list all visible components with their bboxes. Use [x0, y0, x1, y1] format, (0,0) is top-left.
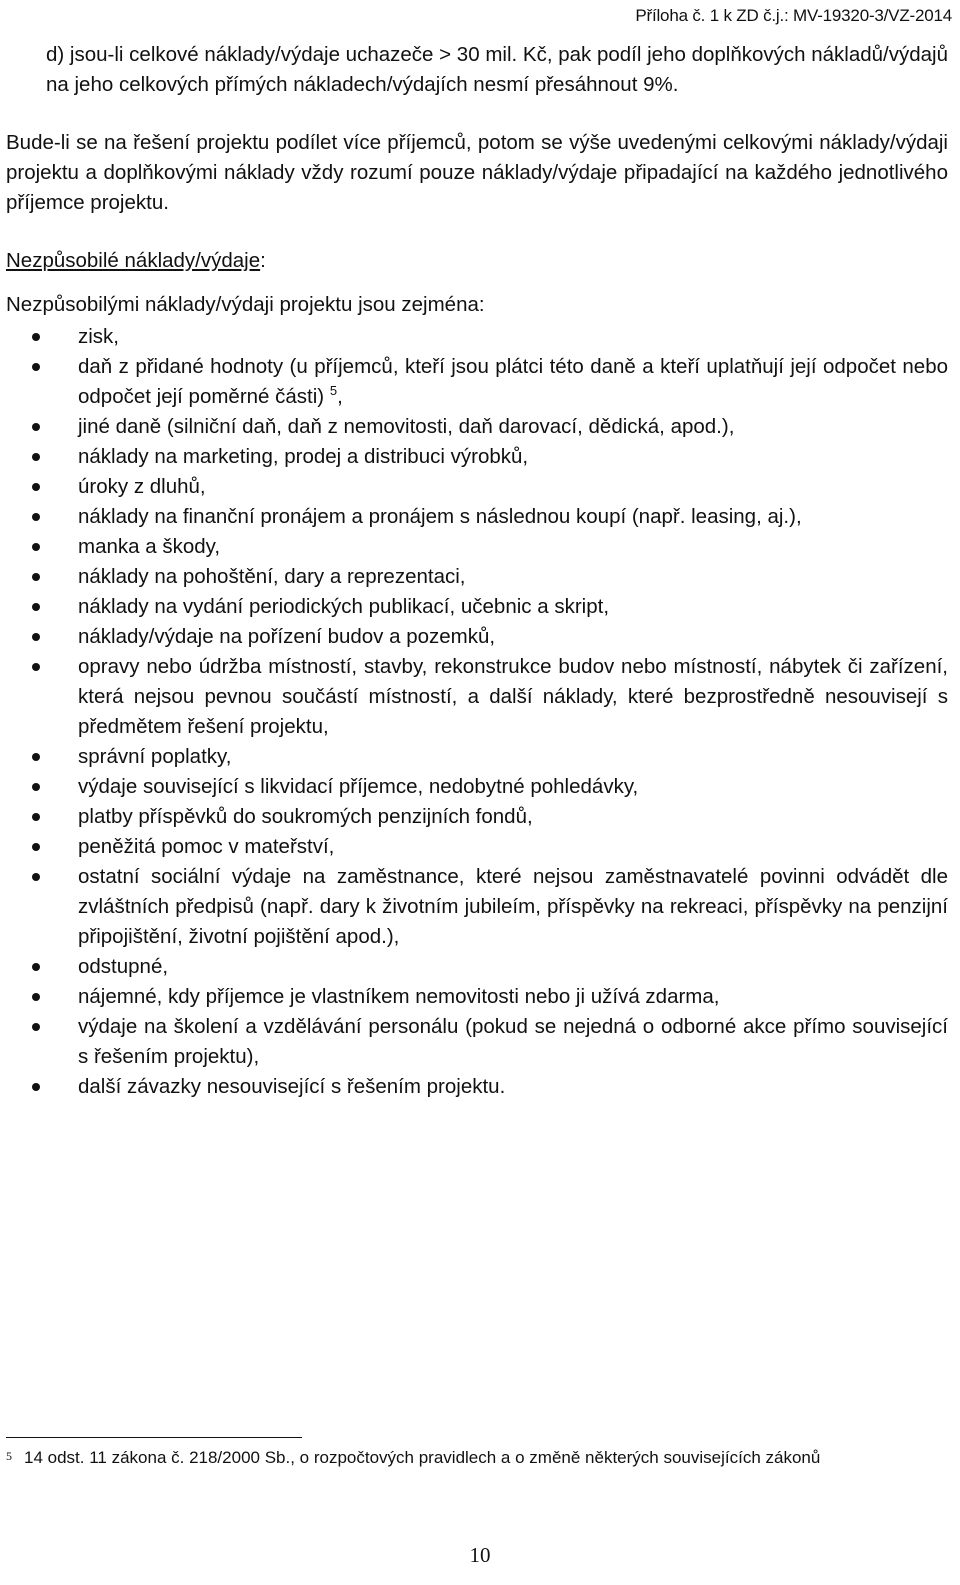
list-item — [6, 862, 948, 952]
bullet-icon — [32, 633, 40, 641]
section-title-colon: : — [260, 249, 266, 272]
bullet-icon — [32, 1023, 40, 1031]
footnote-reference: 5 — [329, 383, 338, 398]
list-item — [6, 532, 948, 562]
list-item-text: opravy nebo údržba místností, stavby, rekonstrukce budov nebo místností, nábytek či zařízení, která nejsou pevnou součástí místností, a další náklady, které bezprostředně nesouvisejí s předmětem řešení projektu, — [78, 655, 948, 738]
item-d-paragraph: d) jsou-li celkové náklady/výdaje uchazeče > 30 mil. Kč, pak podíl jeho doplňkových nákladů/výdajů na jeho celkových přímých nákladech/výdajích nesmí přesáhnout 9%. — [46, 43, 948, 96]
list-item-text: výdaje související s likvidací příjemce, nedobytné pohledávky, — [78, 775, 639, 798]
list-item — [6, 352, 948, 412]
bullet-icon — [32, 363, 40, 371]
list-item-text: náklady na pohoštění, dary a reprezentaci, — [78, 565, 466, 588]
bullet-icon — [32, 513, 40, 521]
list-item-text: náklady na finanční pronájem a pronájem s následnou koupí (např. leasing, aj.), — [78, 505, 802, 528]
document-body — [6, 40, 948, 1102]
document-reference-header: Příloha č. 1 k ZD č.j.: MV-19320-3/VZ-2014 — [635, 6, 952, 25]
bullet-icon — [32, 843, 40, 851]
list-item — [6, 592, 948, 622]
section-heading — [6, 246, 948, 276]
list-item — [6, 622, 948, 652]
paragraph-spacer — [6, 218, 948, 246]
paragraph-spacer — [6, 100, 948, 128]
list-item — [6, 472, 948, 502]
bullet-icon — [32, 483, 40, 491]
list-item-text: jiné daně (silniční daň, daň z nemovitosti, daň darovací, dědická, apod.), — [78, 415, 735, 438]
list-item-text: odstupné, — [78, 955, 169, 978]
footnote — [6, 1444, 936, 1472]
page-number: 10 — [469, 1543, 491, 1567]
section-title: Nezpůsobilé náklady/výdaje — [6, 249, 261, 272]
list-item-text: výdaje na školení a vzdělávání personálu (pokud se nejedná o odborné akce přímo související s řešením projektu), — [78, 1015, 948, 1068]
bullet-icon — [32, 663, 40, 671]
list-item-text: náklady na vydání periodických publikací, učebnic a skript, — [78, 595, 610, 618]
list-item — [6, 952, 948, 982]
list-item — [6, 982, 948, 1012]
footnote-mark: 5 — [6, 1449, 12, 1463]
list-item — [6, 1072, 948, 1102]
ineligible-costs-list — [6, 322, 948, 1102]
bullet-icon — [32, 993, 40, 1001]
list-item-text: platby příspěvků do soukromých penzijních fondů, — [78, 805, 533, 828]
footnote-text: 14 odst. 11 zákona č. 218/2000 Sb., o rozpočtových pravidlech a o změně některých souvisejících zákonů — [24, 1448, 821, 1467]
list-item — [6, 1012, 948, 1072]
bullet-icon — [32, 453, 40, 461]
bullet-icon — [32, 963, 40, 971]
bullet-icon — [32, 543, 40, 551]
bullet-icon — [32, 873, 40, 881]
bullet-icon — [32, 423, 40, 431]
list-item — [6, 562, 948, 592]
bullet-icon — [32, 333, 40, 341]
bullet-icon — [32, 603, 40, 611]
list-item — [6, 802, 948, 832]
multi-recipient-paragraph: Bude-li se na řešení projektu podílet více příjemců, potom se výše uvedenými celkovými náklady/výdaji projektu a doplňkovými náklady vždy rozumí pouze náklady/výdaje připadající na každého jednotlivého příjemce projektu. — [6, 131, 948, 214]
footnote-separator — [6, 1437, 302, 1438]
list-item — [6, 832, 948, 862]
list-item-text: zisk, — [78, 325, 119, 348]
bullet-icon — [32, 753, 40, 761]
list-item — [6, 322, 948, 352]
bullet-icon — [32, 813, 40, 821]
list-item — [6, 412, 948, 442]
list-item — [6, 652, 948, 742]
section-intro: Nezpůsobilými náklady/výdaji projektu jsou zejména: — [6, 293, 485, 316]
list-item-text: náklady na marketing, prodej a distribuci výrobků, — [78, 445, 529, 468]
list-item-text: daň z přidané hodnoty (u příjemců, kteří jsou plátci této daně a kteří uplatňují její odpočet nebo odpočet její poměrné části) — [78, 355, 948, 408]
bullet-icon — [32, 783, 40, 791]
list-item-text: peněžitá pomoc v mateřství, — [78, 835, 335, 858]
bullet-icon — [32, 1083, 40, 1091]
bullet-icon — [32, 573, 40, 581]
list-item — [6, 442, 948, 472]
list-item — [6, 742, 948, 772]
list-item-suffix: , — [337, 385, 343, 408]
list-item — [6, 772, 948, 802]
list-item-text: manka a škody, — [78, 535, 221, 558]
list-item — [6, 502, 948, 532]
list-item-text: náklady/výdaje na pořízení budov a pozemků, — [78, 625, 496, 648]
list-item-text: správní poplatky, — [78, 745, 232, 768]
list-item-text: úroky z dluhů, — [78, 475, 206, 498]
list-item-text: nájemné, kdy příjemce je vlastníkem nemovitosti nebo ji užívá zdarma, — [78, 985, 720, 1008]
list-item-text: ostatní sociální výdaje na zaměstnance, které nejsou zaměstnavatelé povinni odvádět dle zvláštních předpisů (např. dary k životním jubileím, příspěvky na rekreaci, příspěvky na penzijní připojištění, životní pojištění apod.), — [78, 865, 948, 948]
list-item-text: další závazky nesouvisející s řešením projektu. — [78, 1075, 506, 1098]
